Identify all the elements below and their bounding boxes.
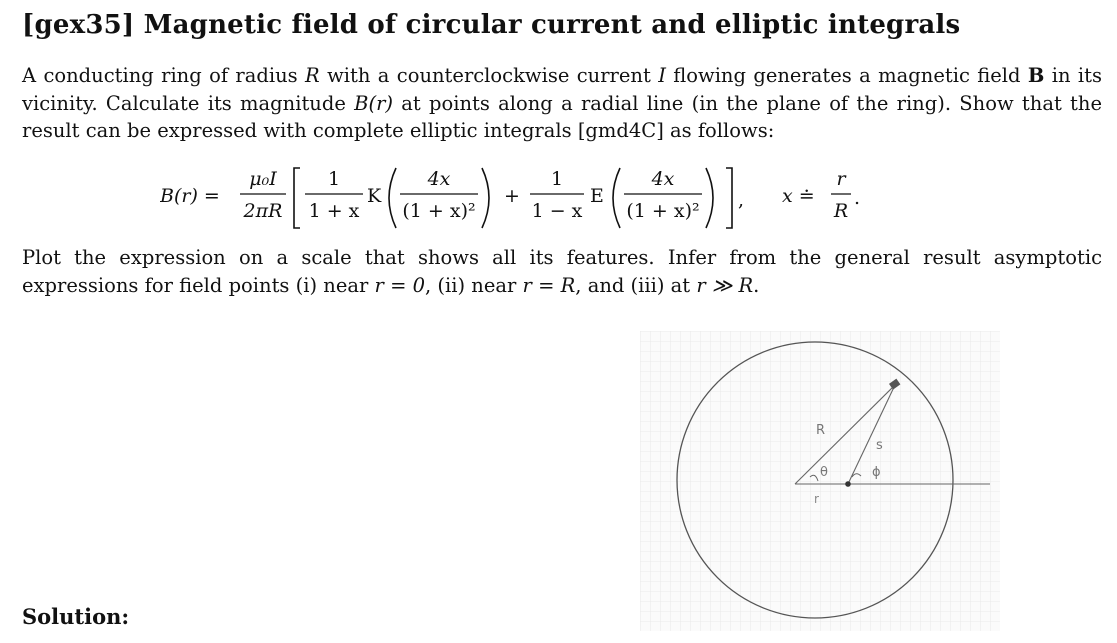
plot-instruction (22, 244, 1102, 299)
right-bracket (726, 168, 732, 228)
e-left-paren (613, 168, 620, 228)
intro-text-c: flowing generates a magnetic field (665, 64, 1028, 87)
intro-text-b: with a counterclockwise current (319, 64, 659, 87)
frac1-numerator: 1 (327, 168, 341, 190)
k-arg-denominator: (1 + x)² (402, 200, 476, 222)
graph-paper-grid (640, 331, 1000, 631)
x-def-denominator: R (833, 200, 849, 222)
plot-text-d: . (753, 273, 760, 297)
label-s: s (876, 438, 883, 453)
field-formula (160, 164, 900, 232)
solution-heading: Solution: (22, 604, 130, 629)
k-right-paren (482, 168, 489, 228)
label-r: r (814, 492, 819, 506)
elliptic-E-symbol: E (590, 185, 604, 207)
frac1-denominator: 1 + x (308, 200, 360, 222)
k-left-paren (389, 168, 396, 228)
symbol-Br: B(r) (354, 91, 394, 115)
elliptic-K-symbol: K (367, 185, 382, 207)
formula-comma: , (738, 189, 745, 211)
plot-text-c: , and (iii) at (575, 273, 697, 297)
label-theta: θ (820, 465, 828, 480)
e-arg-numerator: 4x (651, 168, 675, 190)
label-phi: ϕ (872, 465, 881, 480)
plot-text-b: , (ii) near (425, 273, 523, 297)
prefactor-numerator: μ₀I (249, 168, 277, 190)
symbol-B: B (1027, 64, 1045, 87)
left-bracket (294, 168, 300, 228)
eq-r-R: r = R (522, 273, 576, 297)
label-R: R (816, 423, 826, 438)
e-arg-denominator: (1 + x)² (626, 200, 700, 222)
frac2-denominator: 1 − x (531, 200, 583, 222)
page-title: [gex35] Magnetic field of circular current and elliptic integrals (22, 10, 961, 40)
frac2-numerator: 1 (550, 168, 564, 190)
formula-plus: + (504, 185, 520, 207)
x-definition-lhs: x ≐ (782, 185, 815, 207)
plot-text-a: Plot the expression on a scale that shows all its features. Infer from the general result asymptotic expressions for field points (i) near (22, 246, 1102, 297)
k-arg-numerator: 4x (427, 168, 451, 190)
e-right-paren (706, 168, 713, 228)
eq-r-gg-R: r ≫ R (696, 273, 754, 297)
formula-lhs: B(r) = (160, 185, 220, 207)
intro-text-d: in its vicinity. Calculate its magnitude (22, 64, 1102, 115)
prefactor-denominator: 2πR (243, 200, 283, 222)
symbol-R: R (305, 64, 320, 87)
ring-sketch (640, 331, 1000, 631)
problem-statement (22, 62, 1102, 145)
intro-text-e: at points along a radial line (in the plane of the ring). Show that the result can be expressed with complete elliptic integrals [gmd4C] as follows: (22, 91, 1102, 142)
symbol-I: I (658, 64, 666, 87)
x-def-numerator: r (836, 168, 846, 190)
formula-period: . (854, 187, 861, 209)
intro-text-a: A conducting ring of radius (22, 64, 306, 87)
field-point-dot (845, 481, 851, 487)
eq-r-zero: r = 0 (374, 273, 426, 297)
